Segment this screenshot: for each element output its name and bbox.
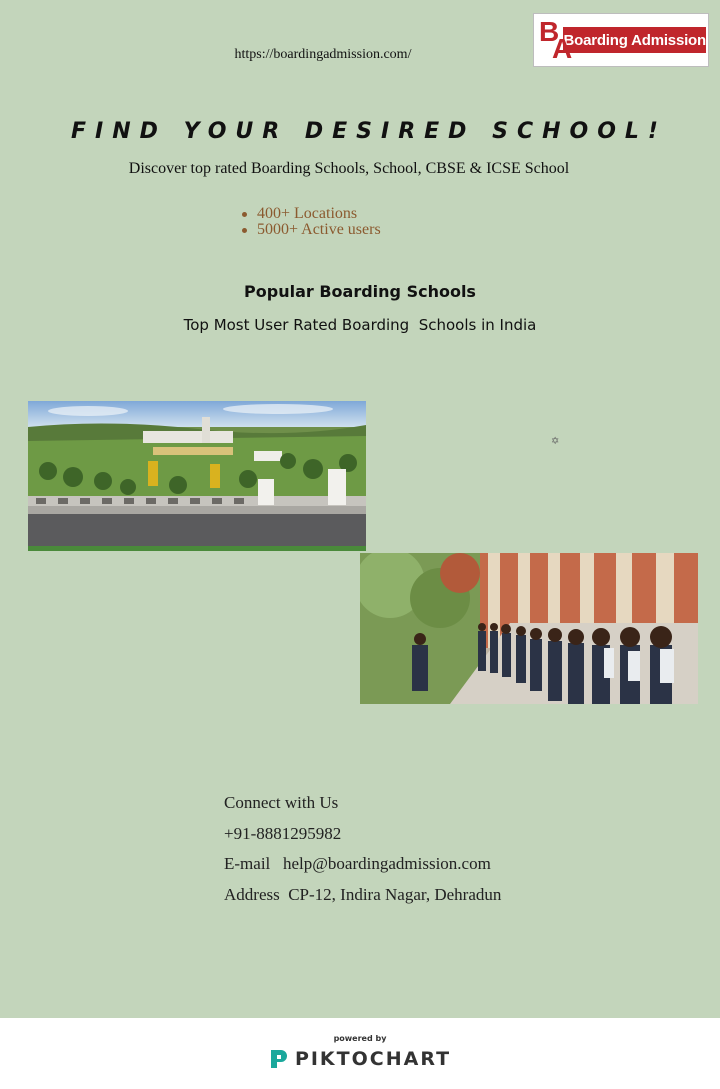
piktochart-footer[interactable] [0,1018,720,1089]
powered-by-label: powered by [333,1034,387,1043]
students-corridor-image [360,553,698,704]
contact-phone[interactable]: +91-8881295982 [224,823,342,843]
contact-heading: Connect with Us [224,793,339,812]
boarding-admission-logo[interactable] [533,13,709,67]
school-campus-image [28,401,366,551]
contact-address: Address CP-12, Indira Nagar, Dehradun [224,884,502,904]
logo-mark-icon [536,15,573,65]
contact-email[interactable]: E-mail help@boardingadmission.com [224,854,491,873]
stats-list [242,206,381,238]
section-subtitle: Top Most User Rated Boarding Schools in India [183,316,537,334]
piktochart-logo-icon [269,1048,289,1070]
star-ornament-icon: ✡ [551,436,560,447]
logo-text: Boarding Admission [563,27,706,53]
section-title: Popular Boarding Schools [244,282,476,301]
piktochart-wordmark: PIKTOCHART [294,1048,452,1070]
contact-block [224,793,501,915]
logo-mark-b: B [539,16,560,47]
stat-item-locations: 400+ Locations [242,206,381,222]
logo-mark-a: A [552,33,573,64]
headline: FIND YOUR DESIRED SCHOOL! [71,119,667,144]
piktochart-brand[interactable] [0,1048,720,1070]
stat-item-users: 5000+ Active users [242,222,381,238]
subheadline: Discover top rated Boarding Schools, School, CBSE & ICSE School [128,160,570,177]
site-url[interactable]: https://boardingadmission.com/ [234,47,412,62]
